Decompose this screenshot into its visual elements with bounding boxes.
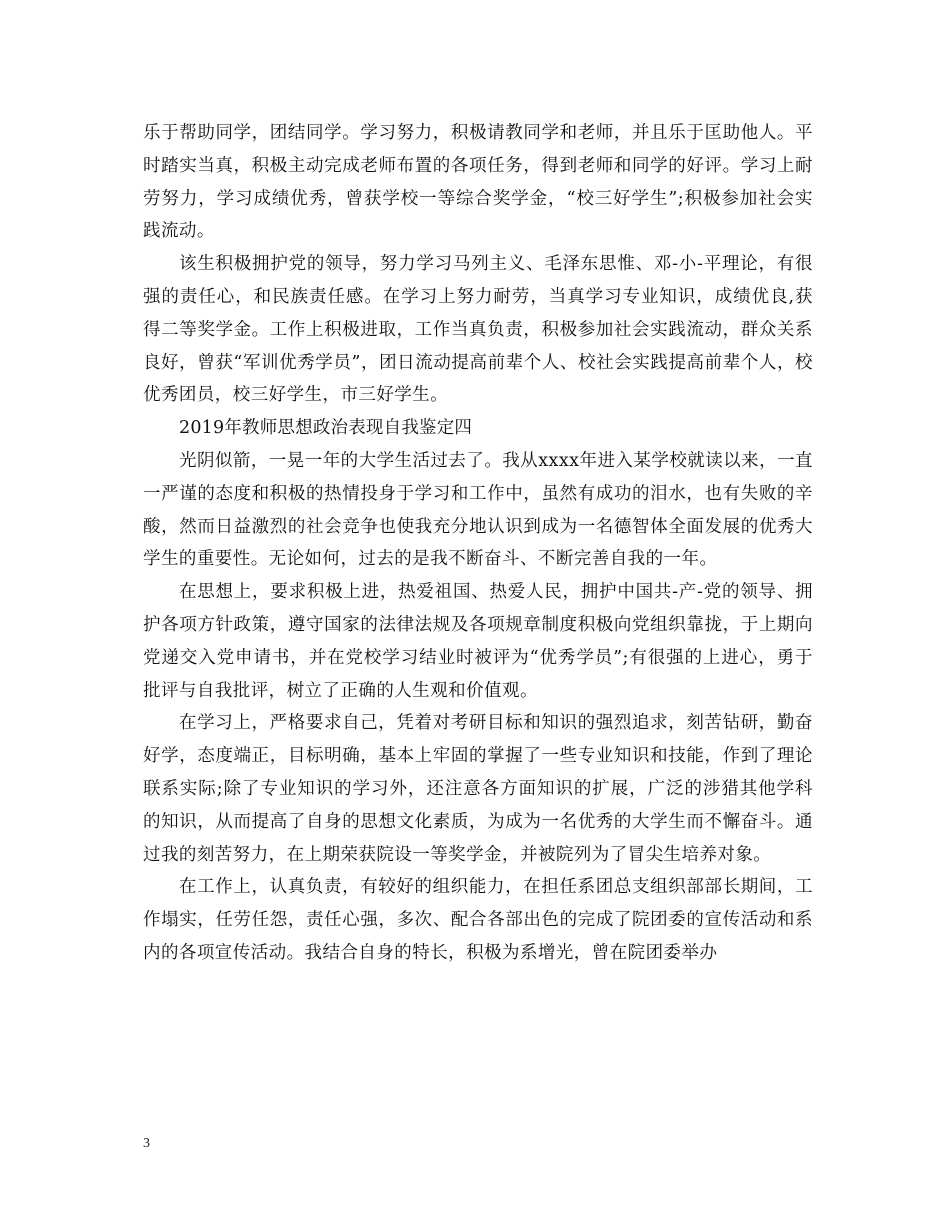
paragraph-study: 在学习上，严格要求自己，凭着对考研目标和知识的强烈追求，刻苦钻研，勤奋好学，态度端正，目标明确，基本上牢固的掌握了一些专业知识和技能，作到了理论联系实际;除了专业知识的学习外，还注意各方面知识的扩展，广泛的涉猎其他学科的知识，从而提高了自身的思想文化素质，为成为一名优秀的大学生而不懈奋斗。通过我的刻苦努力，在上期荣获院设一等奖学金，并被院列为了冒尖生培养对象。 [143,713,813,865]
paragraph-intro: 光阴似箭，一晃一年的大学生活过去了。我从xxxx年进入某学校就读以来，一直一严谨的态度和积极的热情投身于学习和工作中，虽然有成功的泪水，也有失败的辛酸，然而日益激烈的社会竞争也使我充分地认识到成为一名德智体全面发展的优秀大学生的重要性。无论如何，过去的是我不断奋斗、不断完善自我的一年。 [143,450,813,570]
section-heading: 2019年教师思想政治表现自我鉴定四 [179,418,473,439]
document-body [143,117,813,970]
paragraph-work: 在工作上，认真负责，有较好的组织能力，在担任系团总支组织部部长期间，工作塌实，任劳任怨，责任心强，多次、配合各部出色的完成了院团委的宣传活动和系内的各项宣传活动。我结合自身的特长，积极为系增光，曾在院团委举办 [143,877,813,963]
paragraph-student-evaluation: 该生积极拥护党的领导，努力学习马列主义、毛泽东思惟、邓-小-平理论，有很强的责任心，和民族责任感。在学习上努力耐劳，当真学习专业知识，成绩优良,获得二等奖学金。工作上积极进取，工作当真负责，积极参加社会实践流动，群众关系良好，曾获“军训优秀学员”，团日流动提高前辈个人、校社会实践提高前辈个人，校优秀团员，校三好学生，市三好学生。 [143,254,813,406]
paragraph-continuation: 乐于帮助同学，团结同学。学习努力，积极请教同学和老师，并且乐于匡助他人。平时踏实当真，积极主动完成老师布置的各项任务，得到老师和同学的好评。学习上耐劳努力，学习成绩优秀，曾获学校一等综合奖学金，“校三好学生”;积极参加社会实践流动。 [143,123,813,242]
paragraph-ideology: 在思想上，要求积极上进，热爱祖国、热爱人民，拥护中国共-产-党的领导、拥护各项方针政策，遵守国家的法律法规及各项规章制度积极向党组织靠拢，于上期向党递交入党申请书，并在党校学习结业时被评为“优秀学员”;有很强的上进心，勇于批评与自我批评，树立了正确的人生观和价值观。 [143,582,813,701]
page-number: 3 [143,1136,150,1151]
